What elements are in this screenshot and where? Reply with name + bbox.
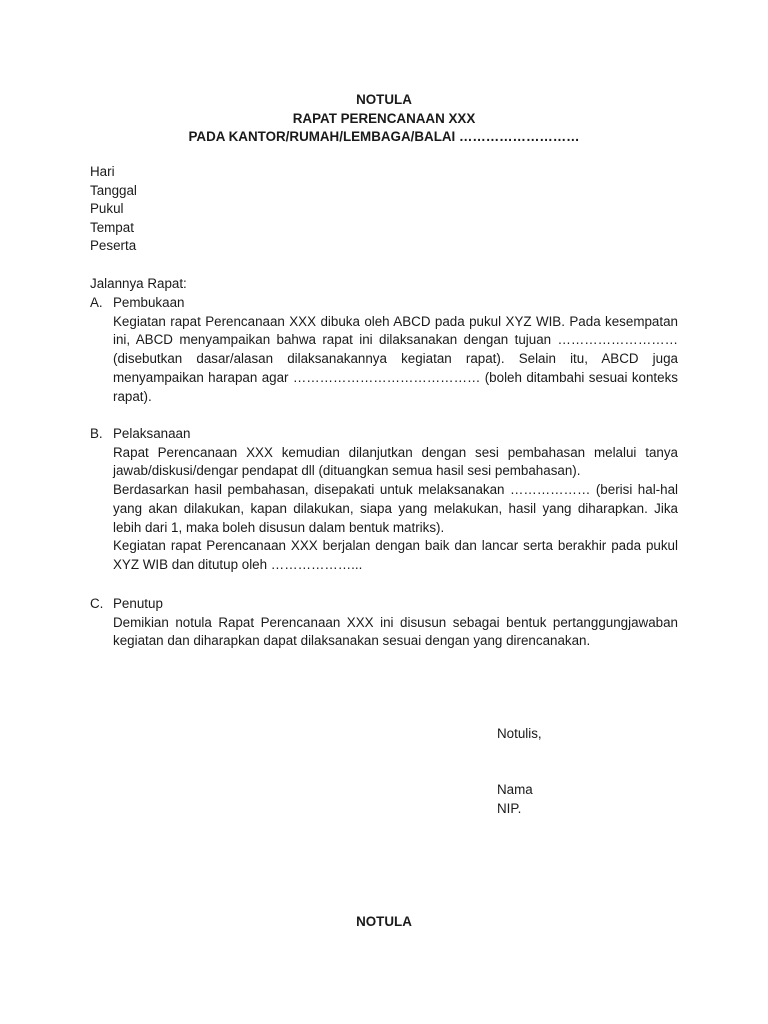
signature-id: NIP. xyxy=(497,800,522,816)
section-paragraph: Rapat Perencanaan XXX kemudian dilanjutkan dengan sesi pembahasan melalui tanya jawab/diskusi/dengar pendapat dll (dituangkan semua hasil sesi pembahasan). xyxy=(113,444,678,479)
section-implementation xyxy=(90,425,678,575)
signature-label: Notulis, xyxy=(497,726,542,741)
section-title: Pembukaan xyxy=(113,295,185,310)
section-paragraph: Kegiatan rapat Perencanaan XXX berjalan dengan baik dan lancar serta berakhir pada pukul XYZ WIB dan ditutup oleh ………………... xyxy=(113,538,678,572)
section-title: Pelaksanaan xyxy=(113,426,191,441)
document-location-line: PADA KANTOR/RUMAH/LEMBAGA/BALAI ……………………… xyxy=(188,129,580,144)
next-page-title: NOTULA xyxy=(356,914,412,929)
document-header xyxy=(0,91,768,147)
info-field-day: Hari xyxy=(90,164,115,179)
agenda-label: Jalannya Rapat: xyxy=(90,276,187,291)
document-subtitle: RAPAT PERENCANAAN XXX xyxy=(292,110,476,126)
signature-name: Nama xyxy=(497,782,533,797)
info-field-time: Pukul xyxy=(90,201,124,217)
info-field-date: Tanggal xyxy=(90,182,137,198)
section-paragraph: Kegiatan rapat Perencanaan XXX dibuka oleh ABCD pada pukul XYZ WIB. Pada kesempatan ini, ABCD menyampaikan bahwa rapat ini dilaksanakan dengan tujuan ……………………… (disebutkan dasar/alasan dilaksanakannya kegiatan rapat). Selain itu, ABCD juga menyampaikan harapan agar …………………………………… (boleh ditambahi sesuai konteks rapat). xyxy=(113,313,678,404)
signature-block xyxy=(497,781,533,818)
meeting-info-fields xyxy=(90,163,137,256)
section-opening xyxy=(90,294,678,406)
info-field-participants: Peserta xyxy=(90,238,137,254)
section-title: Penutup xyxy=(113,596,163,611)
section-letter: A. xyxy=(90,295,103,310)
info-field-place: Tempat xyxy=(90,219,134,235)
section-letter: C. xyxy=(90,596,104,611)
document-title: NOTULA xyxy=(356,92,412,107)
section-letter: B. xyxy=(90,426,103,441)
section-paragraph: Berdasarkan hasil pembahasan, disepakati untuk melaksanakan ……………… (berisi hal-hal yang akan dilakukan, kapan dilakukan, siapa yang melakukan, hasil yang diharapkan. Jika lebih dari 1, maka boleh disusun dalam bentuk matriks). xyxy=(113,482,678,535)
section-closing xyxy=(90,595,678,651)
section-paragraph: Demikian notula Rapat Perencanaan XXX ini disusun sebagai bentuk pertanggungjawaban kegiatan dan diharapkan dapat dilaksanakan sesuai dengan yang direncanakan. xyxy=(113,614,678,649)
